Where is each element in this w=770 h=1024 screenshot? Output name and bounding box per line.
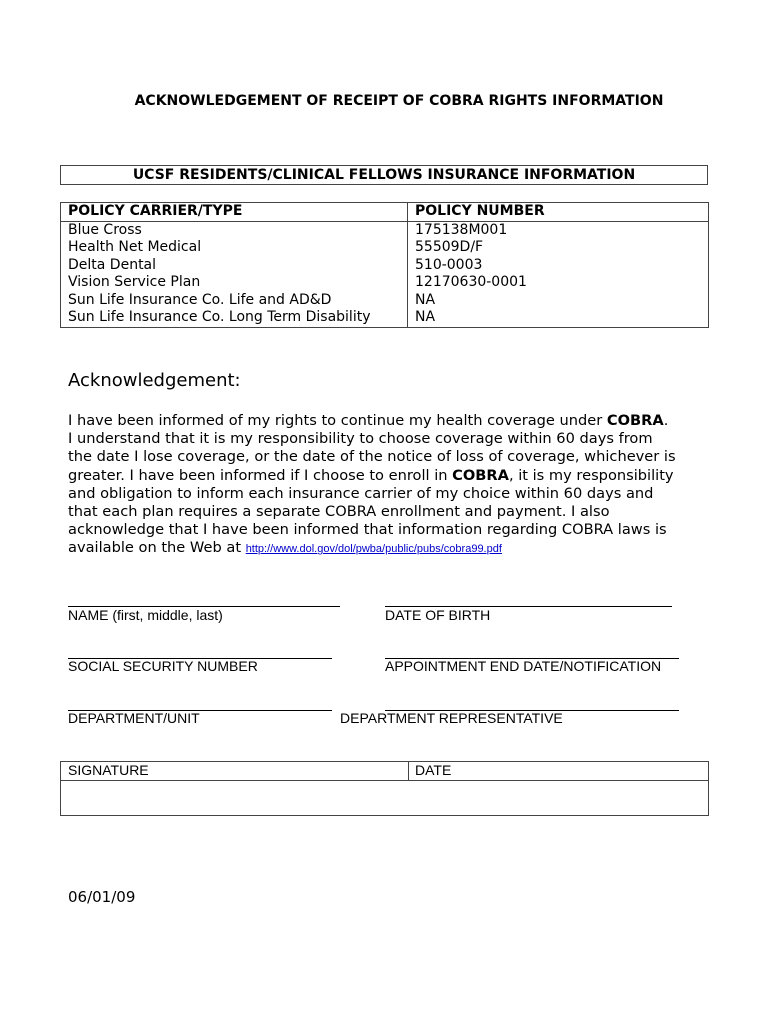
signature-box xyxy=(60,761,709,816)
ack-text: greater. I have been informed if I choose to enroll in xyxy=(68,466,453,484)
cobra-info-link[interactable]: http://www.dol.gov/dol/pwba/public/pubs/cobra99.pdf xyxy=(245,543,502,556)
table-header-row xyxy=(61,203,709,222)
policy-number-cell: 12170630-0001 xyxy=(408,274,709,292)
ssn-label: SOCIAL SECURITY NUMBER xyxy=(68,658,258,674)
cobra-bold: COBRA xyxy=(452,466,509,484)
ack-line-6: that each plan requires a separate COBRA enrollment and payment. I also xyxy=(68,503,610,521)
carrier-cell: Health Net Medical xyxy=(61,239,408,257)
carrier-cell: Sun Life Insurance Co. Long Term Disability xyxy=(61,309,408,327)
policy-number-cell: 55509D/F xyxy=(408,239,709,257)
signature-area[interactable] xyxy=(62,782,707,814)
signature-label: SIGNATURE xyxy=(68,762,149,778)
representative-label: DEPARTMENT REPRESENTATIVE xyxy=(340,710,563,726)
insurance-section-heading: UCSF RESIDENTS/CLINICAL FELLOWS INSURANCE INFORMATION xyxy=(60,165,708,185)
carrier-cell: Vision Service Plan xyxy=(61,274,408,292)
acknowledgement-text xyxy=(68,412,708,559)
ack-text: available on the Web at xyxy=(68,539,246,557)
column-header-carrier: POLICY CARRIER/TYPE xyxy=(61,203,408,222)
table-row xyxy=(61,257,709,275)
table-row xyxy=(61,274,709,292)
ack-line-7: acknowledge that I have been informed that information regarding COBRA laws is xyxy=(68,521,667,539)
ack-line-4 xyxy=(68,467,708,485)
table-row xyxy=(61,239,709,257)
ack-line-1 xyxy=(68,412,708,430)
document-title: ACKNOWLEDGEMENT OF RECEIPT OF COBRA RIGHTS INFORMATION xyxy=(134,93,664,109)
ack-line-8 xyxy=(68,539,708,558)
cobra-bold: COBRA xyxy=(606,412,664,429)
ack-text: . xyxy=(663,412,669,429)
carrier-cell: Blue Cross xyxy=(61,221,408,239)
ack-text: I have been informed of my rights to continue my health coverage under xyxy=(68,412,607,429)
date-label: DATE xyxy=(415,762,452,778)
ack-line-3: the date I lose coverage, or the date of the notice of loss of coverage, whichever is xyxy=(68,448,676,466)
department-label: DEPARTMENT/UNIT xyxy=(68,710,200,726)
appointment-label: APPOINTMENT END DATE/NOTIFICATION xyxy=(385,658,662,674)
policy-number-cell: 175138M001 xyxy=(408,221,709,239)
signature-header-row xyxy=(61,762,708,781)
carrier-cell: Sun Life Insurance Co. Life and AD&D xyxy=(61,292,408,310)
signature-divider xyxy=(408,762,409,780)
policy-number-cell: 510-0003 xyxy=(408,257,709,275)
name-label: NAME (first, middle, last) xyxy=(68,607,223,623)
dob-label: DATE OF BIRTH xyxy=(385,607,491,623)
ack-line-5: and obligation to inform each insurance carrier of my choice within 60 days and xyxy=(68,484,654,502)
policy-number-cell: NA xyxy=(408,309,709,327)
policy-table xyxy=(60,202,709,328)
ack-line-2: I understand that it is my responsibility to choose coverage within 60 days from xyxy=(68,430,653,448)
column-header-number: POLICY NUMBER xyxy=(408,203,709,222)
acknowledgement-heading: Acknowledgement: xyxy=(68,370,241,391)
table-row xyxy=(61,221,709,239)
table-row xyxy=(61,309,709,327)
carrier-cell: Delta Dental xyxy=(61,257,408,275)
table-row xyxy=(61,292,709,310)
footer-date: 06/01/09 xyxy=(68,888,136,906)
policy-number-cell: NA xyxy=(408,292,709,310)
ack-text: , it is my responsibility xyxy=(508,466,674,484)
